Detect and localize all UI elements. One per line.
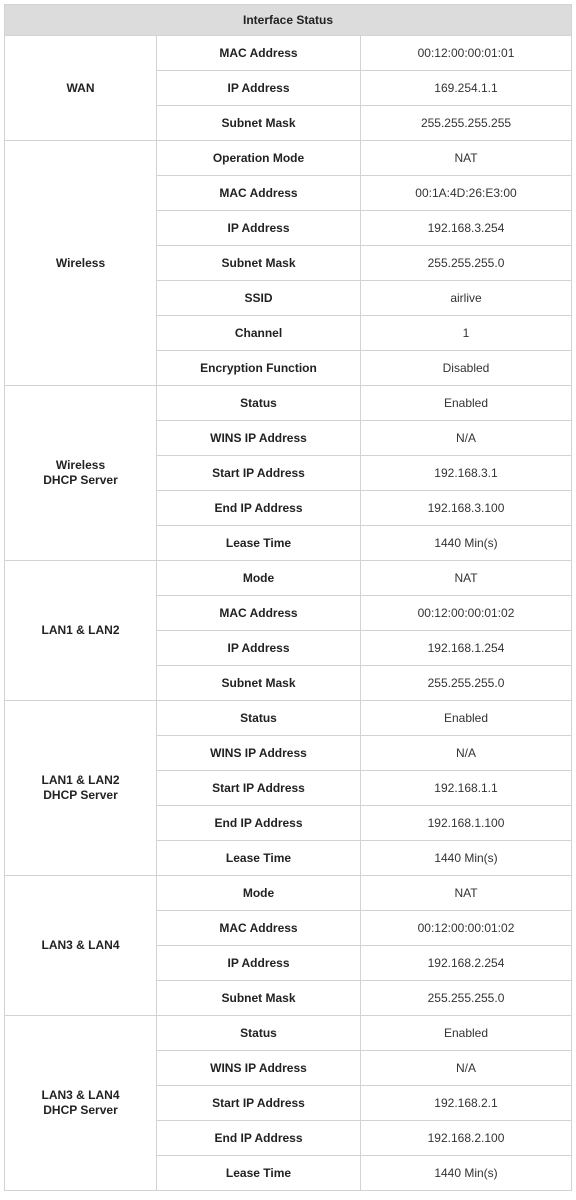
table-row [5, 141, 572, 176]
field-value: 192.168.3.1 [361, 456, 572, 491]
field-label: IP Address [157, 71, 361, 106]
field-value: 192.168.1.254 [361, 631, 572, 666]
table-row [5, 701, 572, 736]
interface-group-label [5, 36, 157, 141]
field-value: 00:1A:4D:26:E3:00 [361, 176, 572, 211]
field-label: Lease Time [157, 526, 361, 561]
table-row [5, 386, 572, 421]
field-value: NAT [361, 876, 572, 911]
field-value: NAT [361, 141, 572, 176]
field-label: MAC Address [157, 596, 361, 631]
field-label: MAC Address [157, 36, 361, 71]
field-value: 255.255.255.0 [361, 246, 572, 281]
field-label: End IP Address [157, 806, 361, 841]
field-value: 192.168.3.100 [361, 491, 572, 526]
field-value: N/A [361, 1051, 572, 1086]
field-value: 00:12:00:00:01:01 [361, 36, 572, 71]
field-label: Encryption Function [157, 351, 361, 386]
field-value: Enabled [361, 701, 572, 736]
field-label: Subnet Mask [157, 666, 361, 701]
field-label: Lease Time [157, 1156, 361, 1191]
field-label: Start IP Address [157, 1086, 361, 1121]
interface-group-line: LAN1 & LAN2 [41, 773, 120, 787]
interface-group-line: LAN3 & LAN4 [41, 938, 120, 952]
field-value: NAT [361, 561, 572, 596]
field-value: 1440 Min(s) [361, 841, 572, 876]
interface-group-line: DHCP Server [43, 788, 118, 802]
field-label: IP Address [157, 946, 361, 981]
interface-group-line: LAN3 & LAN4 [41, 1088, 120, 1102]
field-label: Channel [157, 316, 361, 351]
field-label: WINS IP Address [157, 421, 361, 456]
field-value: Enabled [361, 386, 572, 421]
field-label: End IP Address [157, 491, 361, 526]
field-label: Subnet Mask [157, 246, 361, 281]
interface-group-label [5, 141, 157, 386]
table-row [5, 36, 572, 71]
interface-group-line: DHCP Server [43, 1103, 118, 1117]
field-value: 169.254.1.1 [361, 71, 572, 106]
interface-group-line: Wireless [55, 255, 106, 270]
field-value: N/A [361, 736, 572, 771]
field-value: N/A [361, 421, 572, 456]
interface-status-panel [4, 4, 571, 1191]
field-value: Enabled [361, 1016, 572, 1051]
field-value: 255.255.255.0 [361, 666, 572, 701]
interface-group-label [5, 386, 157, 561]
field-label: Status [157, 386, 361, 421]
field-value: 192.168.2.100 [361, 1121, 572, 1156]
table-header-row [5, 5, 572, 36]
field-label: Status [157, 701, 361, 736]
field-label: End IP Address [157, 1121, 361, 1156]
table-row [5, 561, 572, 596]
field-value: 1440 Min(s) [361, 1156, 572, 1191]
field-label: WINS IP Address [157, 1051, 361, 1086]
field-label: WINS IP Address [157, 736, 361, 771]
field-value: 255.255.255.255 [361, 106, 572, 141]
table-body [5, 36, 572, 1191]
interface-group-label [5, 701, 157, 876]
field-value: 192.168.2.1 [361, 1086, 572, 1121]
interface-group-label [5, 1016, 157, 1191]
interface-status-table [4, 4, 572, 1191]
table-row [5, 1016, 572, 1051]
field-value: 1 [361, 316, 572, 351]
interface-group-line: WAN [66, 80, 95, 95]
field-value: airlive [361, 281, 572, 316]
field-label: Operation Mode [157, 141, 361, 176]
field-label: SSID [157, 281, 361, 316]
field-value: 192.168.1.1 [361, 771, 572, 806]
field-label: Start IP Address [157, 771, 361, 806]
field-label: Mode [157, 561, 361, 596]
field-label: MAC Address [157, 911, 361, 946]
table-title: Interface Status [5, 5, 572, 36]
field-value: Disabled [361, 351, 572, 386]
field-label: Mode [157, 876, 361, 911]
interface-group-label [5, 561, 157, 701]
table-row [5, 876, 572, 911]
field-value: 192.168.2.254 [361, 946, 572, 981]
field-label: MAC Address [157, 176, 361, 211]
interface-group-line: DHCP Server [43, 473, 118, 487]
field-value: 255.255.255.0 [361, 981, 572, 1016]
field-value: 192.168.1.100 [361, 806, 572, 841]
field-value: 192.168.3.254 [361, 211, 572, 246]
field-label: Start IP Address [157, 456, 361, 491]
field-label: Subnet Mask [157, 106, 361, 141]
field-label: IP Address [157, 211, 361, 246]
field-value: 00:12:00:00:01:02 [361, 596, 572, 631]
interface-group-line: LAN1 & LAN2 [41, 623, 120, 637]
field-label: Lease Time [157, 841, 361, 876]
interface-group-line: Wireless [55, 458, 106, 472]
field-label: Subnet Mask [157, 981, 361, 1016]
field-value: 1440 Min(s) [361, 526, 572, 561]
field-value: 00:12:00:00:01:02 [361, 911, 572, 946]
field-label: IP Address [157, 631, 361, 666]
field-label: Status [157, 1016, 361, 1051]
interface-group-label [5, 876, 157, 1016]
